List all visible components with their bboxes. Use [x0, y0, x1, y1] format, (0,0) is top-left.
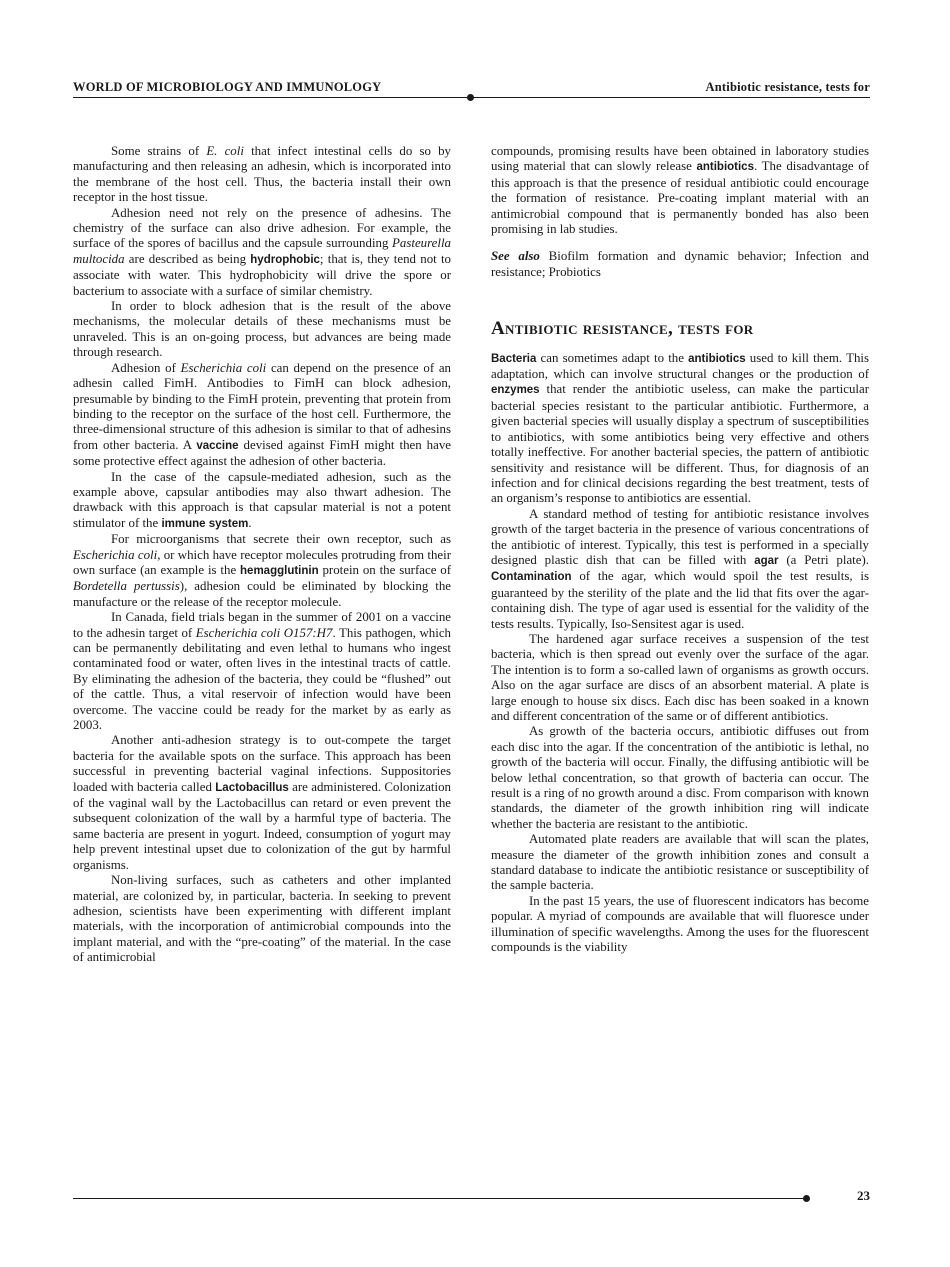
paragraph: Non-living surfaces, such as catheters and other implanted material, are colonized by, in particular, bacteria. In seeking to prevent adhesion, scientists have been experimenting with different implant materials, with the incorporation of antimicrobial compounds into the implant material, and with the “pre-coating” of the material. In the case of antimicrobial: [73, 873, 451, 965]
cross-reference-keyword: vaccine: [196, 439, 239, 452]
paragraph: In the case of the capsule-mediated adhesion, such as the example above, capsular antibodies may also thwart adhesion. The drawback with this approach is that capsular material is not a potent stimulator of the immune system.: [73, 469, 451, 530]
footer-rule: [73, 1198, 806, 1199]
paragraph: compounds, promising results have been obtained in laboratory studies using material that can slowly release antibiotics. The disadvantage of this approach is that the presence of residual antibiotic could encourage the formation of resistance. Pre-coating implant material with an antimicrobial compound that is permanently bonded has also been promising in lab studies.: [491, 144, 870, 237]
paragraph: For microorganisms that secrete their own receptor, such as Escherichia coli, or which have receptor molecules protruding from their own surface (an example is the hemagglutinin protein on the surface of Bordetella pertussis), adhesion could be eliminated by blocking the manufacture or the release of the receptor molecule.: [73, 532, 452, 609]
paragraph: In Canada, field trials began in the summer of 2001 on a vaccine to the adhesin target of Escherichia coli O157:H7. This pathogen, which can be permanently debilitating and even lethal to humans who ingest contaminated food or water, often lives in the intestinal tracts of cattle. By eliminating the adhesion of the bacteria, they could be “flushed” out of the cattle. Thus, a vital reservoir of infection would have been overcome. The vaccine could be ready for the market by as early as 2003.: [73, 610, 451, 733]
paragraph: As growth of the bacteria occurs, antibiotic diffuses out from each disc into the agar. If the concentration of the antibiotic is lethal, no growth of the bacteria will occur. Finally, the diffusing antibiotic will be below lethal concentration, so that growth of bacteria can occur. The result is a ring of no growth around a disc. From comparison with known standards, the diameter of the growth inhibition ring will indicate whether the bacteria are resistant to the antibiotic.: [491, 724, 869, 831]
running-header-book-title: WORLD OF MICROBIOLOGY AND IMMUNOLOGY: [73, 80, 382, 94]
header-rule-dot: [467, 94, 474, 101]
cross-reference-keyword: hemagglutinin: [240, 564, 319, 577]
paragraph: The hardened agar surface receives a suspension of the test bacteria, which is then spread out evenly over the surface of the agar. The intention is to form a so-called lawn of organisms as growth occurs. Also on the agar surface are discs of an absorbent material. A plate is large enough to house six discs. Each disc has been soaked in a known and different concentration of the same or of different antibiotics.: [491, 631, 869, 723]
page-number: 23: [857, 1188, 870, 1203]
cross-reference-keyword: Bacteria: [491, 352, 537, 365]
cross-reference-keyword: Contamination: [491, 571, 572, 584]
paragraph: Adhesion need not rely on the presence of adhesins. The chemistry of the surface can also drive adhesion. For example, the surface of the spores of bacillus and the capsule surrounding Pasteurella multocida are described as being hydrophobic; that is, they tend not to associate with water. This hydrophobicity will drive the spore or bacterium to associate with a surface of similar chemistry.: [73, 205, 451, 298]
running-header-entry-title: Antibiotic resistance, tests for: [705, 80, 870, 94]
see-also: [491, 249, 869, 280]
paragraph: Bacteria can sometimes adapt to the antibiotics used to kill them. This adaptation, which can involve structural changes or the production of enzymes that render the antibiotic useless, can make the particular bacterial species resistant to the particular antibiotic. Furthermore, a given bacterial species will usually display a spectrum of susceptibilities to antibiotics, with some antibiotics being very effective and others totally ineffective. For another bacterial species, the pattern of antibiotic sensitivity and resistance will be different. Thus, for diagnosis of an infection and for clinical decisions regarding the best treatment, tests of an organism’s response to antibiotics are essential.: [491, 350, 870, 506]
paragraph: Adhesion of Escherichia coli can depend on the presence of an adhesin called FimH. Antibodies to FimH can block adhesion, presumable by binding to the FimH protein, preventing that protein from binding to the receptor on the surface of the host cell. Furthermore, the three-dimensional structure of this adhesion is similar to that of adhesins from other bacteria. A vaccine devised against FimH might then have some protective effect against the adhesion of other bacteria.: [73, 360, 451, 469]
paragraph: Some strains of E. coli that infect intestinal cells do so by manufacturing and then releasing an adhesin, which is incorporated into the membrane of the host cell. Thus, the bacteria install their own receptor in the host tissue.: [73, 144, 451, 205]
paragraph: In order to block adhesion that is the result of the above mechanisms, the molecular details of these mechanisms must be unraveled. This is an on-going process, but advances are being made through research.: [73, 299, 451, 360]
cross-reference-keyword: Lactobacillus: [215, 781, 289, 794]
cross-reference-keyword: immune system: [161, 517, 249, 530]
see-also-links: Biofilm formation and dynamic behavior; Infection and resistance; Probiotics: [491, 249, 869, 279]
cross-reference-keyword: enzymes: [491, 384, 540, 397]
cross-reference-keyword: hydrophobic: [250, 253, 320, 266]
page-footer: [73, 1190, 870, 1210]
paragraph: Another anti-adhesion strategy is to out-compete the target bacteria for the available spots on the surface. This approach has been successful in preventing bacterial vaginal infections. Suppositories loaded with bacteria called Lactobacillus are administered. Colonization of the vaginal wall by the Lactobacillus can retard or even prevent the subsequent colonization of the wall by a harmful type of bacteria. The same bacteria are present in yogurt. Indeed, consumption of yogurt may help prevent intestinal upset due to colonization of the gut by harmful organisms.: [73, 733, 451, 872]
paragraph: Automated plate readers are available that will scan the plates, measure the diameter of the growth inhibition zones and consult a standard database to indicate the antibiotic resistance or susceptibility of the sample bacteria.: [491, 832, 869, 893]
left-column: [73, 144, 451, 966]
right-column: [491, 144, 869, 956]
cross-reference-keyword: antibiotics: [688, 352, 746, 365]
paragraph: In the past 15 years, the use of fluorescent indicators has become popular. A myriad of compounds are available that will fluoresce under illumination of specific wavelengths. Among the uses for the fluorescent compounds is the viability: [491, 893, 869, 955]
footer-rule-dot: [803, 1195, 810, 1202]
running-header: [73, 80, 870, 100]
cross-reference-keyword: antibiotics: [696, 161, 754, 174]
see-also-label: See also: [491, 249, 540, 264]
cross-reference-keyword: agar: [754, 554, 779, 567]
paragraph: A standard method of testing for antibiotic resistance involves growth of the target bacteria in the presence of various concentrations of the antibiotic of interest. Typically, this test is performed in a specially designed plastic dish that can be filled with agar (a Petri plate). Contamination of the agar, which would spoil the test results, is guaranteed by the sterility of the plate and the lid that fits over the agar-containing dish. The type of agar used is essential for the validity of the tests results. Typically, Iso-Sensitest agar is used.: [491, 506, 869, 631]
entry-heading: Antibiotic resistance, tests for: [491, 318, 754, 340]
